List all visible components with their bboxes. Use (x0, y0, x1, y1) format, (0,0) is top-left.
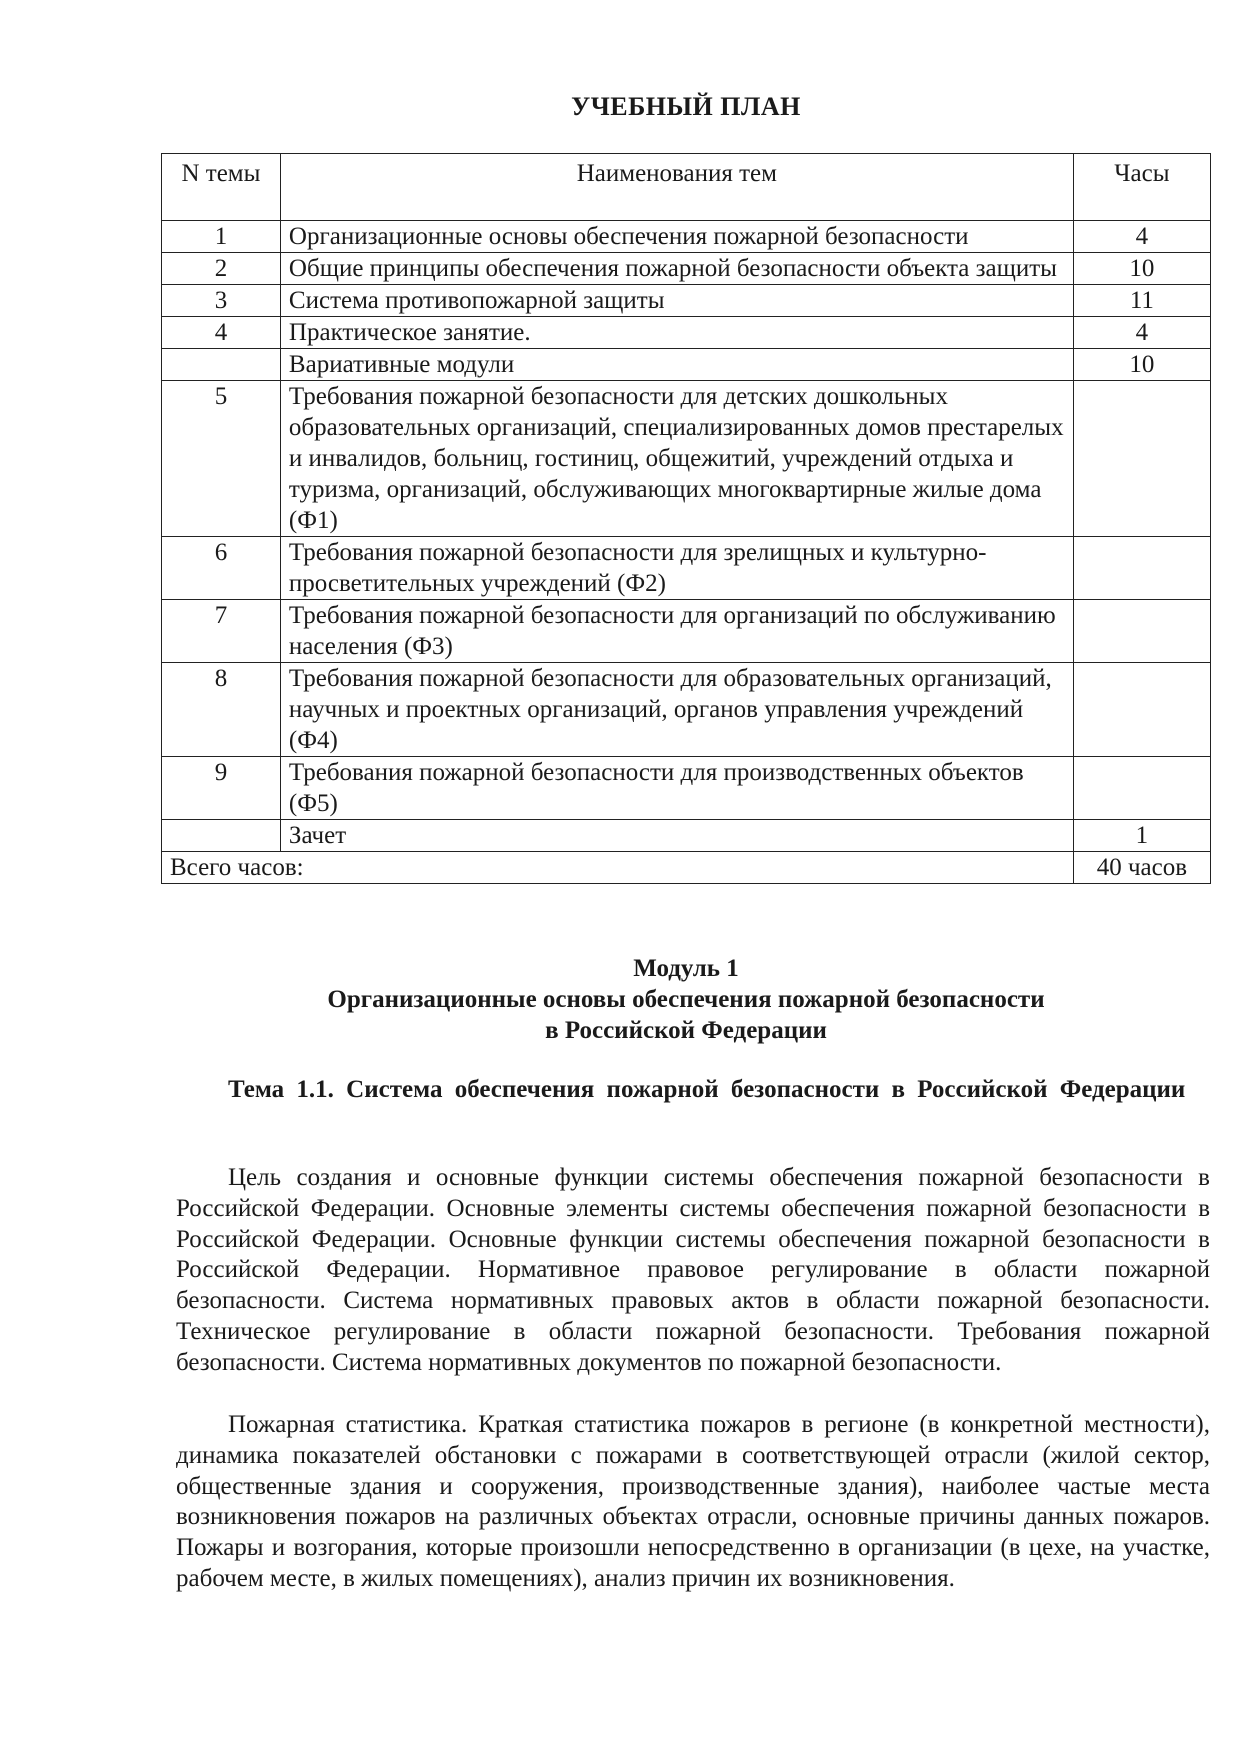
row-number (162, 349, 281, 381)
row-number: 5 (162, 381, 281, 537)
module-title-line1: Организационные основы обеспечения пожарной безопасности (327, 986, 1045, 1013)
table-row (162, 820, 1211, 852)
header-topic-name: Наименования тем (280, 154, 1073, 221)
row-topic-name: Требования пожарной безопасности для производственных объектов (Ф5) (280, 757, 1073, 820)
row-topic-name: Требования пожарной безопасности для образовательных организаций, научных и проектных организаций, органов управления учреждений (Ф4) (280, 663, 1073, 757)
table-row (162, 221, 1211, 253)
row-topic-name: Вариативные модули (280, 349, 1073, 381)
row-topic-name: Система противопожарной защиты (280, 285, 1073, 317)
row-hours (1073, 663, 1210, 757)
row-topic-name: Зачет (280, 820, 1073, 852)
row-number: 9 (162, 757, 281, 820)
table-row (162, 317, 1211, 349)
module-title-line2: в Российской Федерации (545, 1017, 827, 1044)
header-topic-number: N темы (162, 154, 281, 221)
row-hours (1073, 757, 1210, 820)
row-topic-name: Организационные основы обеспечения пожарной безопасности (280, 221, 1073, 253)
table-row (162, 757, 1211, 820)
row-topic-name: Требования пожарной безопасности для зрелищных и культурно-просветительных учреждений (Ф2) (280, 537, 1073, 600)
row-hours (1073, 537, 1210, 600)
row-hours: 4 (1073, 221, 1210, 253)
row-number (162, 820, 281, 852)
module-number: Модуль 1 (633, 955, 739, 982)
paragraph-2: Пожарная статистика. Краткая статистика пожаров в регионе (в конкретной местности), динамика показателей обстановки с пожарами в соответствующей отрасли (жилой сектор, общественные здания и сооружения, производственные здания), наиболее частые места возникновения пожаров на различных объектах отрасли, основные причины данных пожаров. Пожары и возгорания, которые произошли непосредственно в организации (в цехе, на участке, рабочем месте, в жилых помещениях), анализ причин их возникновения. (176, 1411, 1210, 1592)
row-hours: 1 (1073, 820, 1210, 852)
row-number: 6 (162, 537, 281, 600)
row-number: 8 (162, 663, 281, 757)
total-value: 40 часов (1073, 852, 1210, 884)
table-row (162, 253, 1211, 285)
table-header-row (162, 154, 1211, 221)
table-row (162, 381, 1211, 537)
curriculum-table (161, 153, 1211, 884)
table-row (162, 537, 1211, 600)
table-row (162, 663, 1211, 757)
row-number: 2 (162, 253, 281, 285)
header-hours: Часы (1073, 154, 1210, 221)
row-hours (1073, 381, 1210, 537)
row-number: 7 (162, 600, 281, 663)
table-row (162, 600, 1211, 663)
row-hours (1073, 600, 1210, 663)
row-hours: 10 (1073, 253, 1210, 285)
row-topic-name: Общие принципы обеспечения пожарной безопасности объекта защиты (280, 253, 1073, 285)
table-total-row (162, 852, 1211, 884)
topic-heading: Тема 1.1. Система обеспечения пожарной безопасности в Российской Федерации (228, 1076, 1186, 1103)
document-title: УЧЕБНЫЙ ПЛАН (571, 92, 801, 121)
row-hours: 10 (1073, 349, 1210, 381)
row-number: 4 (162, 317, 281, 349)
module-heading (161, 953, 1211, 1046)
row-number: 3 (162, 285, 281, 317)
paragraph-1: Цель создания и основные функции системы обеспечения пожарной безопасности в Российской Федерации. Основные элементы системы обеспечения пожарной безопасности в Российской Федерации. Основные функции системы обеспечения пожарной безопасности в Российской Федерации. Нормативное правовое регулирование в области пожарной безопасности. Система нормативных правовых актов в области пожарной безопасности. Техническое регулирование в области пожарной безопасности. Требования пожарной безопасности. Система нормативных документов по пожарной безопасности. (176, 1164, 1210, 1376)
row-hours: 11 (1073, 285, 1210, 317)
row-number: 1 (162, 221, 281, 253)
row-hours: 4 (1073, 317, 1210, 349)
row-topic-name: Требования пожарной безопасности для организаций по обслуживанию населения (Ф3) (280, 600, 1073, 663)
row-topic-name: Практическое занятие. (280, 317, 1073, 349)
table-row-variative (162, 349, 1211, 381)
table-row (162, 285, 1211, 317)
total-label: Всего часов: (162, 852, 1074, 884)
row-topic-name: Требования пожарной безопасности для детских дошкольных образовательных организаций, специализированных домов престарелых и инвалидов, больниц, гостиниц, общежитий, учреждений отдыха и туризма, организаций, обслуживающих многоквартирные жилые дома (Ф1) (280, 381, 1073, 537)
